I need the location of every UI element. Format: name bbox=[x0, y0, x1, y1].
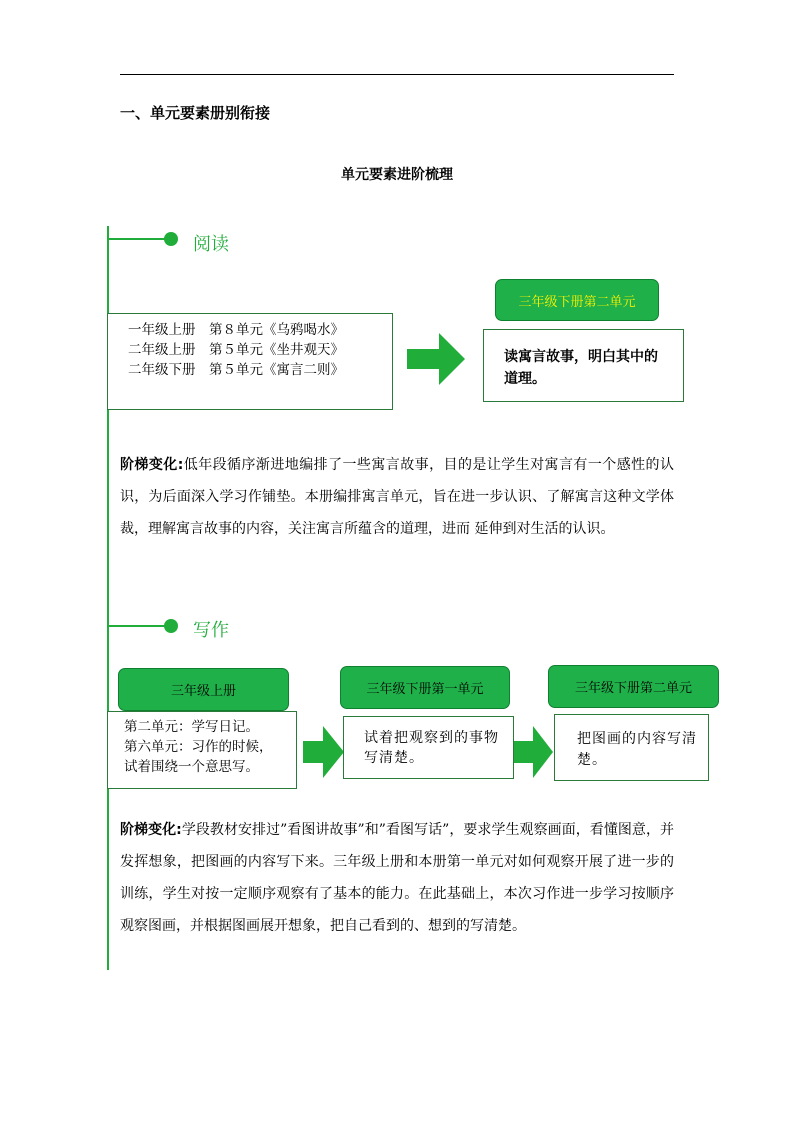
sub-title: 单元要素进阶梳理 bbox=[341, 167, 453, 183]
writing-change-label: 阶梯变化: bbox=[120, 822, 182, 838]
reading-source-box bbox=[107, 313, 393, 410]
arrow-right-icon bbox=[407, 333, 467, 385]
reading-change-text: 低年段循序渐进地编排了一些寓言故事，目的是让学生对寓言有一个感性的认识，为后面深入学习作铺垫。本册编排寓言单元，旨在进一步认识、了解寓言这种文学体裁，理解寓言故事的内容，关注寓言所蕴含的道理，进而 延伸到对生活的认识。 bbox=[120, 457, 674, 537]
reading-heading: 阅读 bbox=[193, 234, 229, 255]
reading-target-box bbox=[483, 329, 684, 402]
writing-heading: 写作 bbox=[193, 620, 229, 641]
writing-col1-line: 试着围绕一个意思写。 bbox=[124, 759, 259, 775]
reading-change-paragraph bbox=[120, 449, 674, 545]
reading-connector bbox=[107, 238, 170, 240]
writing-col2-label: 三年级下册第一单元 bbox=[340, 666, 510, 709]
reading-bullet bbox=[164, 232, 178, 246]
writing-col3-text: 把图画的内容写清楚。 bbox=[577, 731, 697, 768]
writing-connector bbox=[107, 625, 170, 627]
writing-col2-box bbox=[343, 716, 514, 779]
writing-bullet bbox=[164, 619, 178, 633]
arrow-right-icon bbox=[514, 726, 554, 778]
reading-source-line: 二年级上册 第５单元《坐井观天》 bbox=[128, 342, 344, 358]
reading-target-label: 三年级下册第二单元 bbox=[495, 279, 659, 321]
arrow-right-icon bbox=[303, 726, 345, 778]
reading-change-label: 阶梯变化: bbox=[120, 457, 184, 473]
writing-col1-label: 三年级上册 bbox=[118, 668, 289, 711]
writing-change-paragraph bbox=[120, 814, 674, 942]
writing-col3-label: 三年级下册第二单元 bbox=[548, 665, 719, 708]
writing-col1-box bbox=[107, 711, 297, 789]
writing-col3-box bbox=[554, 714, 709, 781]
top-rule bbox=[120, 74, 674, 75]
reading-target-text: 读寓言故事，明白其中的道理。 bbox=[504, 349, 658, 387]
writing-col1-line: 第二单元：学写日记。 bbox=[124, 719, 259, 735]
writing-col2-text: 试着把观察到的事物写清楚。 bbox=[364, 730, 499, 766]
section-title: 一、单元要素册别衔接 bbox=[120, 104, 271, 122]
reading-source-line: 二年级下册 第５单元《寓言二则》 bbox=[128, 362, 344, 378]
writing-col1-line: 第六单元：习作的时候， bbox=[124, 739, 273, 755]
reading-source-line: 一年级上册 第８单元《乌鸦喝水》 bbox=[128, 322, 344, 338]
writing-change-text: 学段教材安排过”看图讲故事”和”看图写话”，要求学生观察画面，看懂图意，并发挥想象，把图画的内容写下来。三年级上册和本册第一单元对如何观察开展了进一步的训练，学生对按一定顺序观察有了基本的能力。在此基础上，本次习作进一步学习按顺序观察图画，并根据图画展开想象，把自己看到的、想到的写清楚。 bbox=[120, 822, 674, 934]
